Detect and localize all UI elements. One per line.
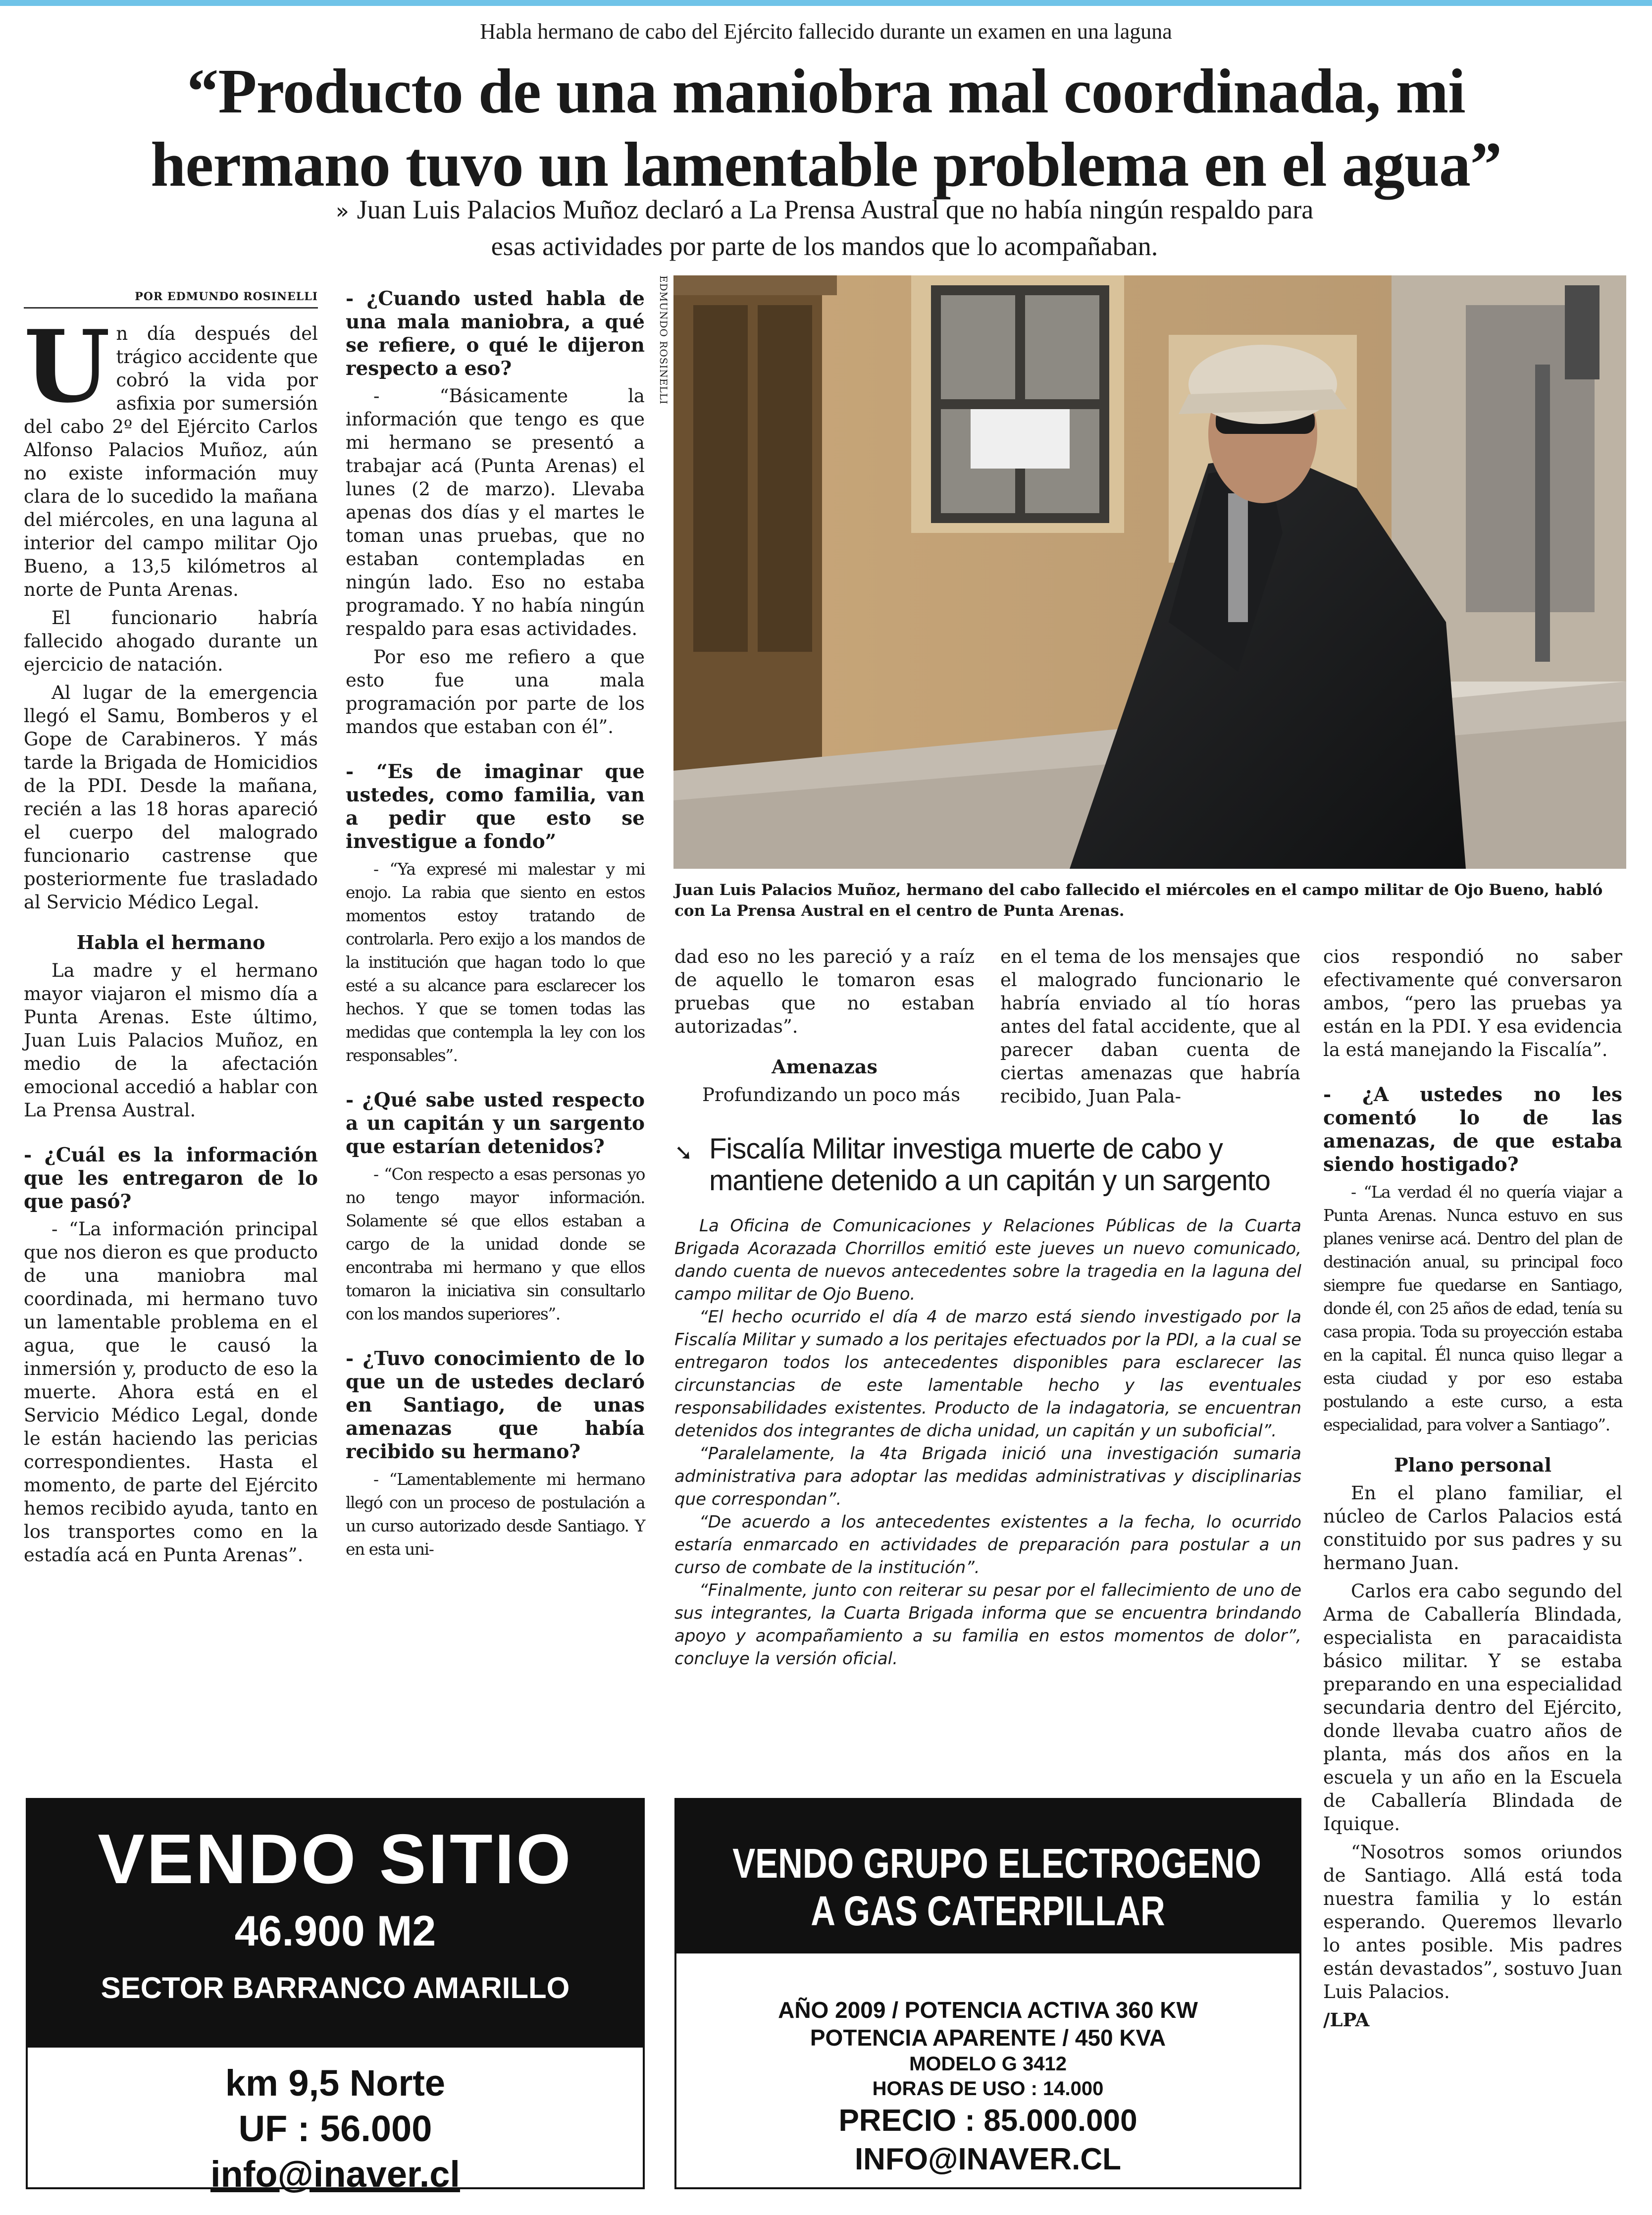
question-1: - ¿Cuál es la información que les entregaron de lo que pasó? bbox=[24, 1144, 318, 1213]
kicker: Habla hermano de cabo del Ejército fallecido durante un examen en una laguna bbox=[480, 19, 1172, 44]
col5-paragraph: cios respondió no saber efectivamente qué conversaron ambos, “pero las pruebas ya están en la PDI. Y esa evidencia la está manejando la Fiscalía”. bbox=[1323, 946, 1622, 1060]
ad-vendo-sitio bbox=[26, 1798, 645, 2195]
ad1-km: km 9,5 Norte bbox=[225, 2062, 446, 2104]
col3-paragraph: Profundizando un poco más bbox=[702, 1084, 961, 1106]
answer-2: - “Básicamente la información que tengo es que mi hermano se presentó a trabajar acá (Punta Arenas) el lunes (2 de marzo). Llevaba apenas dos días y el martes le toman unas pruebas, que no estaban contempladas en ningún lado. Eso no estaba programado. Y no había ningún respaldo para esas actividades. bbox=[346, 385, 645, 639]
ad1-price: UF : 56.000 bbox=[238, 2108, 432, 2149]
column-5 bbox=[1323, 945, 1622, 2037]
sidebar-paragraph: “Paralelamente, la 4ta Brigada inició una investigación sumaria administrativa para adoptar las medidas administrativas y disciplinarias que correspondan”. bbox=[674, 1444, 1301, 1509]
sidebar-paragraph: “El hecho ocurrido el día 4 de marzo está siendo investigado por la Fiscalía Militar y sumado a los peritajes efectuados por la PDI, a la cual se entregaron todos los antecedentes disponibles para esclarecer las circunstancias de este lamentable hecho y las eventuales responsabilidades existentes. Producto de la indagatoria, se encuentran detenidos dos integrantes de dicha unidad, un capitán y un suboficial”. bbox=[674, 1307, 1301, 1441]
photo-credit bbox=[659, 275, 671, 414]
subhead-amenazas: Amenazas bbox=[772, 1055, 878, 1078]
ad2-price: PRECIO : 85.000.000 bbox=[838, 2104, 1137, 2138]
signoff: /LPA bbox=[1323, 2009, 1370, 2031]
deck-arrow-icon: » bbox=[335, 199, 349, 224]
answer-6: - “La verdad él no quería viajar a Punta Arenas. Nunca estuvo en sus planes venirse acá. Dentro del plan de destinación anual, su principal foco siempre fue quedarse en Santiago, donde él, con 25 años de edad, tenía su casa propia. Toda su proyección estaba en la capital. Él nunca quiso llegar a esta ciudad y por eso estaba postulando a este curso, a esta especialidad, para volver a Santiago”. bbox=[1323, 1182, 1622, 1434]
headline bbox=[50, 54, 1602, 201]
photo bbox=[673, 275, 1626, 869]
photo-illustration bbox=[673, 275, 1626, 869]
col5-paragraph: En el plano familiar, el núcleo de Carlos Palacios está constituido por sus padres y su hermano Juan. bbox=[1323, 1482, 1622, 1574]
headline-line-2: hermano tuvo un lamentable problema en el agua” bbox=[151, 129, 1501, 200]
ad2-title-2: A GAS CATERPILLAR bbox=[811, 1888, 1165, 1934]
ad1-sector: SECTOR BARRANCO AMARILLO bbox=[101, 1971, 570, 2004]
ad-grupo-electrogeno bbox=[674, 1798, 1301, 2189]
ad2-email-link[interactable]: INFO@INAVER.CL bbox=[854, 2142, 1122, 2176]
headline-line-1: “Producto de una maniobra mal coordinada, mi bbox=[187, 56, 1465, 126]
ad2-line-1: AÑO 2009 / POTENCIA ACTIVA 360 KW bbox=[778, 1997, 1198, 2023]
answer-4: - “Con respecto a esas personas yo no tengo mayor información. Solamente sé que ellos estaban a cargo de la unidad donde se encontraba mi hermano y que ellos tomaron la iniciativa sin consultarlo con los mandos superiores”. bbox=[346, 1164, 645, 1323]
question-6: - ¿A ustedes no les comentó lo de las amenazas, de que estaba siendo hostigado? bbox=[1323, 1083, 1622, 1176]
ad1-area: 46.900 M2 bbox=[234, 1907, 436, 1955]
col3-paragraph: dad eso no les pareció y a raíz de aquello le tomaron esas pruebas que no estaban autorizadas”. bbox=[674, 946, 975, 1037]
subhead-habla-el-hermano: Habla el hermano bbox=[76, 931, 265, 953]
sidebar-paragraph: “Finalmente, junto con reiterar su pesar por el fallecimiento de uno de sus integrantes, la Cuarta Brigada informa que se encuentra brindando apoyo y acompañamiento a su familia en estos momentos de dolor”, concluye la versión oficial. bbox=[674, 1581, 1301, 1669]
ad2-line-3: MODELO G 3412 bbox=[909, 2053, 1067, 2075]
ad2-header bbox=[676, 1800, 1299, 1953]
deck bbox=[317, 192, 1332, 264]
photo-caption: Juan Luis Palacios Muñoz, hermano del cabo fallecido el miércoles en el campo militar de Ojo Bueno, habló con La Prensa Austral en el centro de Punta Arenas. bbox=[674, 881, 1603, 920]
col1-paragraph: n día después del trágico accidente que cobró la vida por asfixia por sumersión del cabo 2º del Ejército Carlos Alfonso Palacios Muñoz, aún no existe información muy clara de lo sucedido la mañana del miércoles, en una laguna al interior del campo militar Ojo Bueno, a 13,5 kilómetros al norte de Punta Arenas. bbox=[24, 323, 318, 600]
byline: POR EDMUNDO ROSINELLI bbox=[135, 290, 318, 303]
ad1-header bbox=[28, 1800, 643, 2048]
question-4: - ¿Qué sabe usted respecto a un capitán y un sargento que estarían detenidos? bbox=[346, 1089, 645, 1158]
col1-paragraph: El funcionario habría fallecido ahogado durante un ejercicio de natación. bbox=[24, 607, 318, 675]
question-2: - ¿Cuando usted habla de una mala maniobra, a qué se refiere, o qué le dijeron respecto a eso? bbox=[346, 287, 645, 380]
answer-2-cont: Por eso me refiero a que esto fue una mala programación por parte de los mandos que estaban con él”. bbox=[346, 646, 645, 738]
ad1-details bbox=[28, 2048, 643, 2197]
ad1-email-link[interactable]: info@inaver.cl bbox=[210, 2154, 460, 2195]
sidebar-title bbox=[674, 1133, 1303, 1197]
ad2-title-1: VENDO GRUPO ELECTROGENO bbox=[732, 1840, 1261, 1887]
photo-credit-text: EDMUNDO ROSINELLI bbox=[658, 275, 670, 405]
answer-3: - “Ya expresé mi malestar y mi enojo. La rabia que siento en estos momentos estoy tratando de controlarla. Pero exijo a los mandos de la institución que hagan todo lo que esté a su alcance para esclarecer los hechos. Y que se tomen todas las medidas que contempla la ley con los responsables”. bbox=[346, 859, 645, 1065]
question-3: - “Es de imaginar que ustedes, como familia, van a pedir que esto se investigue a fondo” bbox=[346, 760, 645, 853]
top-color-bar bbox=[0, 0, 1652, 6]
ad2-line-2: POTENCIA APARENTE / 450 KVA bbox=[810, 2025, 1166, 2051]
subhead-plano-personal: Plano personal bbox=[1394, 1454, 1552, 1476]
ad2-details bbox=[676, 1953, 1299, 2178]
sidebar-body bbox=[674, 1214, 1301, 1670]
answer-5: - “Lamentablemente mi hermano llegó con un proceso de postulación a un curso autorizado desde Santiago. Y en esta uni- bbox=[346, 1470, 645, 1559]
sidebar-title-line-2: mantiene detenido a un capitán y un sargento bbox=[709, 1164, 1270, 1197]
col5-paragraph: “Nosotros somos oriundos de Santiago. Allá está toda nuestra familia y lo están esperando. Queremos llevarlo lo antes posible. Mis padres están devastados”, sostuvo Juan Luis Palacios. bbox=[1323, 1842, 1622, 2003]
column-3 bbox=[674, 945, 975, 1111]
ad2-line-4: HORAS DE USO : 14.000 bbox=[872, 2078, 1104, 2100]
col1-paragraph: Al lugar de la emergencia llegó el Samu, Bomberos y el Gope de Carabineros. Y más tarde la Brigada de Homicidios de la PDI. Desde la mañana, recién a las 18 horas apareció el cuerpo del malogrado funcionario castrense que posteriormente fue trasladado al Servicio Médico Legal. bbox=[24, 682, 318, 913]
col1-paragraph: La madre y el hermano mayor viajaron el mismo día a Punta Arenas. Este último, Juan Luis Palacios Muñoz, en medio de la afectación emocional accedió a hablar con La Prensa Austral. bbox=[24, 960, 318, 1121]
sidebar-paragraph: La Oficina de Comunicaciones y Relaciones Públicas de la Cuarta Brigada Acorazada Chorrillos emitió este jueves un nuevo comunicado, dando cuenta de nuevos antecedentes sobre la tragedia en la laguna del campo militar de Ojo Bueno. bbox=[674, 1216, 1301, 1304]
question-5: - ¿Tuvo conocimiento de lo que un de ustedes declaró en Santiago, de unas amenazas que había recibido su hermano? bbox=[346, 1347, 645, 1463]
column-4 bbox=[1000, 945, 1300, 1113]
dropcap: U bbox=[24, 309, 110, 425]
column-1 bbox=[24, 309, 318, 1572]
arrow-icon: ➘ bbox=[674, 1140, 692, 1165]
column-2 bbox=[346, 287, 645, 1566]
answer-1: - “La información principal que nos dieron es que producto de una maniobra mal coordinada, mi hermano tuvo un lamentable problema en el agua, que le causó la inmersión y, producto de eso la muerte. Ahora está en el Servicio Médico Legal, donde le están haciendo las pericias correspondientes. Hasta el momento, de parte del Ejército hemos recibido ayuda, tanto en los transportes como en la estadía acá en Punta Arenas”. bbox=[24, 1218, 318, 1566]
ad1-title: VENDO SITIO bbox=[98, 1820, 573, 1899]
sidebar-title-line-1: Fiscalía Militar investiga muerte de cabo y bbox=[709, 1133, 1223, 1165]
sidebar-paragraph: “De acuerdo a los antecedentes existentes a la fecha, lo ocurrido estaría enmarcado en actividades de preparación para postular a un curso de combate de la institución”. bbox=[674, 1512, 1301, 1578]
deck-text: Juan Luis Palacios Muñoz declaró a La Prensa Austral que no había ningún respaldo para esas actividades por parte de los mandos que lo acompañaban. bbox=[357, 195, 1314, 261]
col5-paragraph: Carlos era cabo segundo del Arma de Caballería Blindada, especialista en paracaidista básico militar. Y se estaba preparando en una especialidad secundaria dentro del Ejército, donde llevaba cuatro años de planta, más dos años en la escuela y un año en la Escuela de Caballería Blindada de Iquique. bbox=[1323, 1581, 1622, 1835]
col4-paragraph: en el tema de los mensajes que el malogrado funcionario le habría enviado al tío horas antes del fatal accidente, que al parecer daban cuenta de ciertas amenazas que habría recibido, Juan Pala- bbox=[1000, 946, 1300, 1107]
